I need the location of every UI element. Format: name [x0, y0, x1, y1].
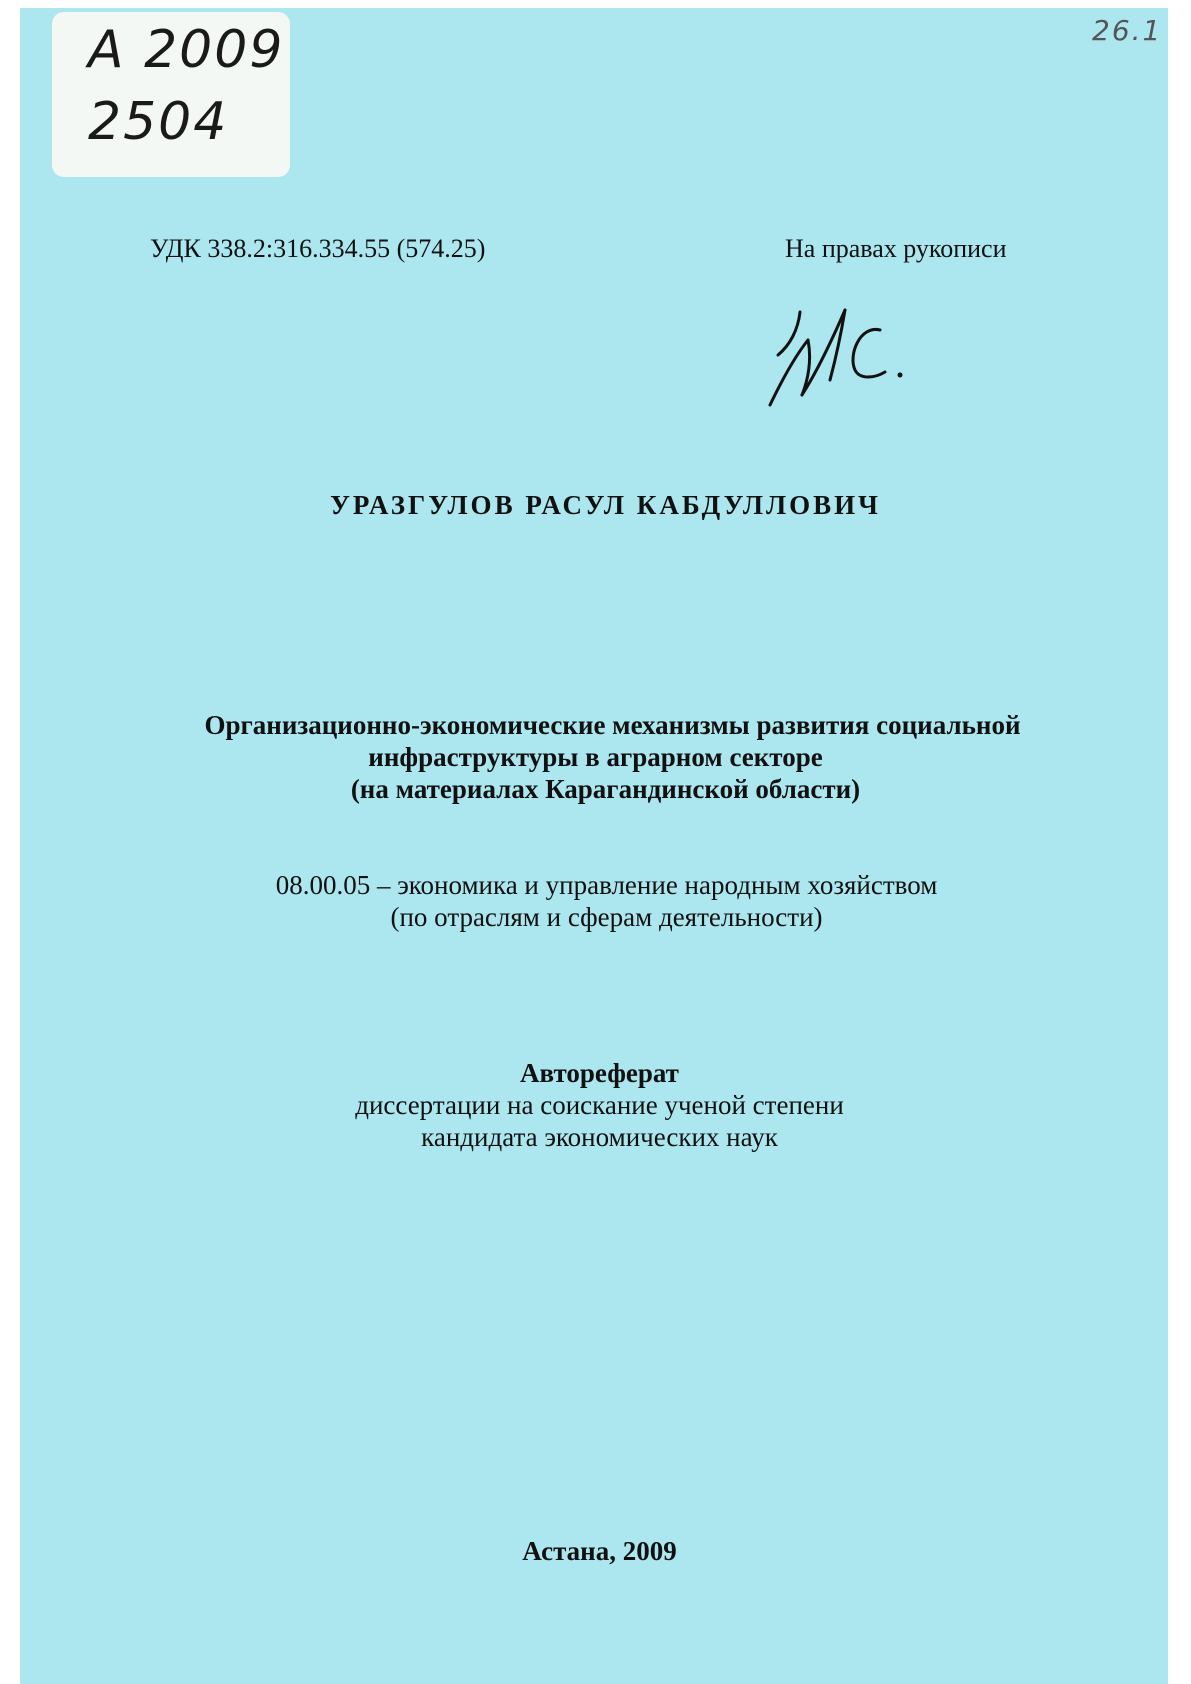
specialty-line-1: 08.00.05 – экономика и управление народным хозяйством [275, 870, 938, 900]
city-year: Астана, 2009 [522, 1536, 677, 1566]
corner-handwritten-mark: 26.1 [1092, 14, 1163, 47]
dissertation-title-line-1: Организационно-экономические механизмы развития социальной [204, 710, 1021, 740]
abstract-line-1: диссертации на соискание ученой степени [355, 1090, 844, 1120]
dissertation-title-line-3: (на материалах Карагандинской области) [350, 774, 861, 804]
abstract-line-2: кандидата экономических наук [421, 1122, 778, 1152]
dissertation-title-line-2: инфраструктуры в аграрном секторе [368, 742, 823, 772]
sticker-number-line: 2504 [88, 92, 229, 152]
specialty-line-2: (по отраслям и сферам деятельности) [390, 902, 823, 932]
udk-code: УДК 338.2:316.334.55 (574.25) [150, 234, 486, 263]
author-name: УРАЗГУЛОВ РАСУЛ КАБДУЛЛОВИЧ [330, 490, 881, 520]
abstract-heading: Автореферат [520, 1058, 679, 1088]
manuscript-rights: На правах рукописи [785, 234, 1007, 263]
signature-icon [760, 300, 930, 410]
sticker-code-line: А 2009 [88, 20, 285, 80]
